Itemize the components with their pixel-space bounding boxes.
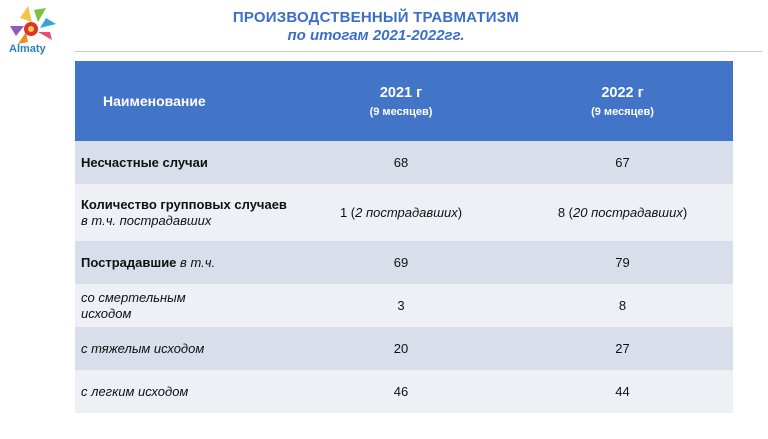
row-label-fatal: со смертельным исходом [81,289,186,321]
cell-group-2022-note: 20 пострадавших [573,205,683,220]
row-label-accidents: Несчастные случаи [81,154,208,170]
column-header-2022-note: (9 месяцев) [591,105,654,118]
header [0,9,768,44]
cell-group-2022-count: 8 [557,205,566,220]
page-title: ПРОИЗВОДСТВЕННЫЙ ТРАВМАТИЗМ [232,9,520,26]
table-row [75,141,733,184]
cell-victims-2022: 79 [615,255,630,270]
table-row [75,284,733,327]
column-header-2021-year: 2021 г [379,84,423,101]
cell-accidents-2021: 68 [393,155,409,170]
cell-severe-2021: 20 [393,341,409,356]
column-header-2021 [290,61,512,141]
header-divider [74,51,762,52]
row-label-light: с легким исходом [81,383,189,399]
column-header-name: Наименование [103,93,206,109]
cell-light-2022: 44 [615,384,630,399]
cell-group-2021: 1 (2 пострадавших) [339,205,463,220]
table-header-row [75,61,733,141]
logo-text: Almaty [9,43,46,55]
cell-group-2021-count: 1 [339,205,348,220]
table-row [75,241,733,284]
cell-light-2021: 46 [393,384,409,399]
table-row [75,327,733,370]
row-label-group-main: Количество групповых случаев [81,196,287,212]
cell-victims-2021: 69 [393,255,409,270]
cell-severe-2022: 27 [615,341,630,356]
cell-accidents-2022: 67 [615,155,630,170]
row-label-victims-main: Пострадавшие [81,254,177,270]
table-row [75,184,733,241]
cell-group-2021-note: 2 пострадавших [355,205,458,220]
row-label-victims-note: в т.ч. [180,254,216,270]
column-header-2021-note: (9 месяцев) [369,105,433,118]
column-header-2022 [512,61,733,141]
cell-group-2022: 8 (20 пострадавших) [557,205,688,220]
row-label-severe: с тяжелым исходом [81,340,205,356]
table-row [75,370,733,413]
page-subtitle: по итогам 2021-2022гг. [287,27,465,44]
cell-fatal-2021: 3 [397,298,405,313]
row-label-victims [75,241,290,284]
injury-table [75,61,733,413]
column-header-2022-year: 2022 г [601,84,644,101]
row-label-group-note: в т.ч. пострадавших [81,212,212,228]
row-label-group [75,184,290,241]
cell-fatal-2022: 8 [618,298,627,313]
